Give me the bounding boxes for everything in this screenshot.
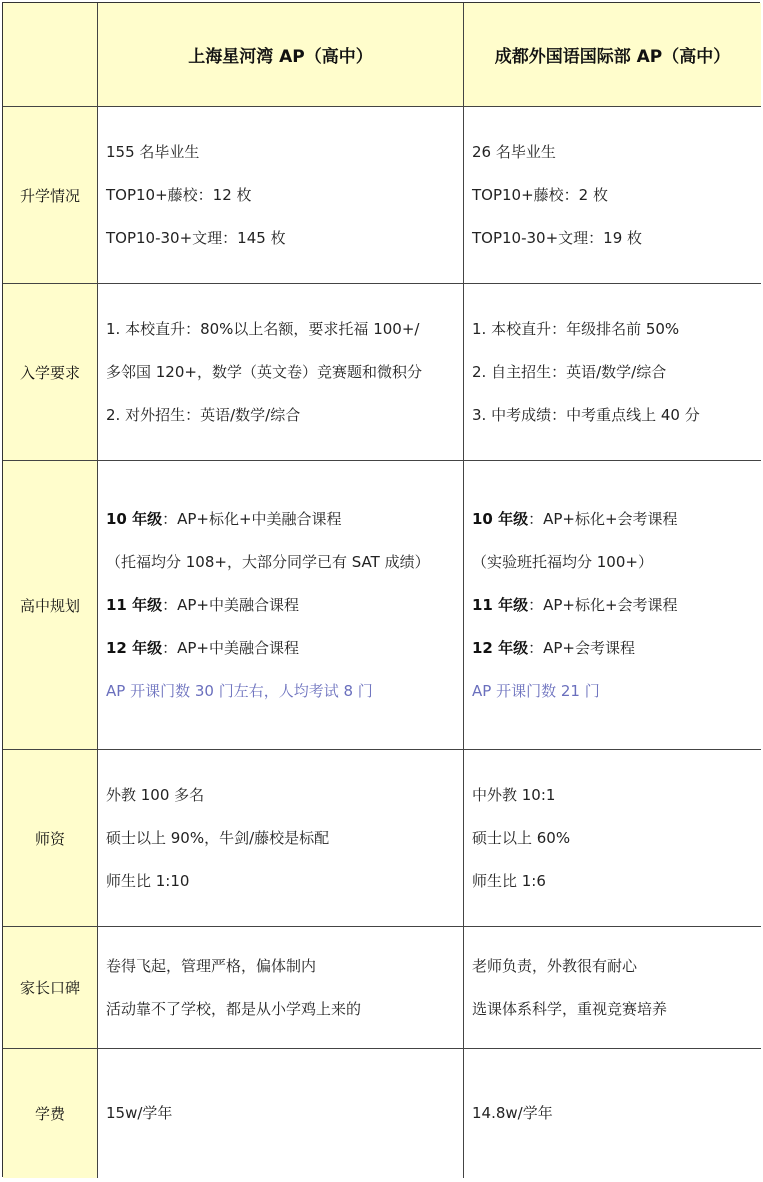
text-line: 选课体系科学，重视竞赛培养: [472, 999, 668, 1018]
row-label-faculty: 师资: [3, 750, 98, 927]
row-label-tuition: 学费: [3, 1049, 98, 1178]
text-line: TOP10-30+文理：145 枚: [106, 228, 286, 247]
header-school-a: 上海星河湾 AP（高中）: [98, 3, 464, 107]
comparison-table: [2, 2, 760, 1177]
grade-10-title: 10 年级: [106, 509, 163, 528]
faculty-school-b: [464, 750, 761, 927]
grade-11-text: ：AP+标化+会考课程: [528, 595, 678, 614]
text-line: TOP10+藤校：2 枚: [472, 185, 608, 204]
curriculum-school-b: [464, 461, 761, 750]
text-line: 3. 中考成绩：中考重点线上 40 分: [472, 405, 700, 424]
text-line: 155 名毕业生: [106, 142, 200, 161]
reputation-school-b: [464, 927, 761, 1049]
text-line: 26 名毕业生: [472, 142, 556, 161]
grade-11-title: 11 年级: [106, 595, 163, 614]
requirements-school-b: [464, 284, 761, 461]
text-line: 硕士以上 90%，牛剑/藤校是标配: [106, 828, 330, 847]
grade-10-text: ：AP+标化+会考课程: [528, 509, 678, 528]
grade-10-note: （实验班托福均分 100+）: [472, 552, 653, 571]
grade-10-text: ：AP+标化+中美融合课程: [162, 509, 342, 528]
grade-11-text: ：AP+中美融合课程: [162, 595, 299, 614]
grade-12-title: 12 年级: [472, 638, 529, 657]
grade-10-title: 10 年级: [472, 509, 529, 528]
grade-12-title: 12 年级: [106, 638, 163, 657]
text-line: 中外教 10:1: [472, 785, 556, 804]
grade-12-line: [106, 627, 455, 670]
ap-summary: AP 开课门数 21 门: [472, 681, 600, 700]
grade-10-note: （托福均分 108+，大部分同学已有 SAT 成绩）: [106, 552, 430, 571]
text-line: 1. 本校直升：80%以上名额，要求托福 100+/: [106, 319, 420, 338]
row-label-reputation: 家长口碑: [3, 927, 98, 1049]
row-label-admissions: 升学情况: [3, 107, 98, 284]
text-line: TOP10+藤校：12 枚: [106, 185, 252, 204]
text-line: 2. 自主招生：英语/数学/综合: [472, 362, 667, 381]
admissions-school-a: [98, 107, 464, 284]
text-line: 老师负责，外教很有耐心: [472, 956, 638, 975]
grade-11-line: [106, 584, 455, 627]
ap-summary: AP 开课门数 30 门左右，人均考试 8 门: [106, 681, 373, 700]
text-line: 多邻国 120+，数学（英文卷）竞赛题和微积分: [106, 362, 422, 381]
row-label-curriculum: 高中规划: [3, 461, 98, 750]
grade-12-line: [472, 627, 753, 670]
grade-10-line: [106, 498, 455, 541]
text-line: 活动靠不了学校，都是从小学鸡上来的: [106, 999, 362, 1018]
grade-11-title: 11 年级: [472, 595, 529, 614]
grade-10-line: [472, 498, 753, 541]
reputation-school-a: [98, 927, 464, 1049]
text-line: 2. 对外招生：英语/数学/综合: [106, 405, 301, 424]
requirements-school-a: [98, 284, 464, 461]
admissions-school-b: [464, 107, 761, 284]
row-label-requirements: 入学要求: [3, 284, 98, 461]
header-corner-cell: [3, 3, 98, 107]
faculty-school-a: [98, 750, 464, 927]
text-line: TOP10-30+文理：19 枚: [472, 228, 643, 247]
tuition-school-a: [98, 1049, 464, 1178]
tuition-school-b: [464, 1049, 761, 1178]
text-line: 1. 本校直升：年级排名前 50%: [472, 319, 680, 338]
text-line: 师生比 1:10: [106, 871, 190, 890]
grade-12-text: ：AP+会考课程: [528, 638, 635, 657]
grade-12-text: ：AP+中美融合课程: [162, 638, 299, 657]
text-line: 外教 100 多名: [106, 785, 205, 804]
grade-11-line: [472, 584, 753, 627]
text-line: 卷得飞起，管理严格，偏体制内: [106, 956, 317, 975]
text-line: 15w/学年: [106, 1104, 173, 1122]
text-line: 师生比 1:6: [472, 871, 546, 890]
curriculum-school-a: [98, 461, 464, 750]
header-school-b: 成都外国语国际部 AP（高中）: [464, 3, 761, 107]
text-line: 硕士以上 60%: [472, 828, 571, 847]
text-line: 14.8w/学年: [472, 1104, 553, 1122]
